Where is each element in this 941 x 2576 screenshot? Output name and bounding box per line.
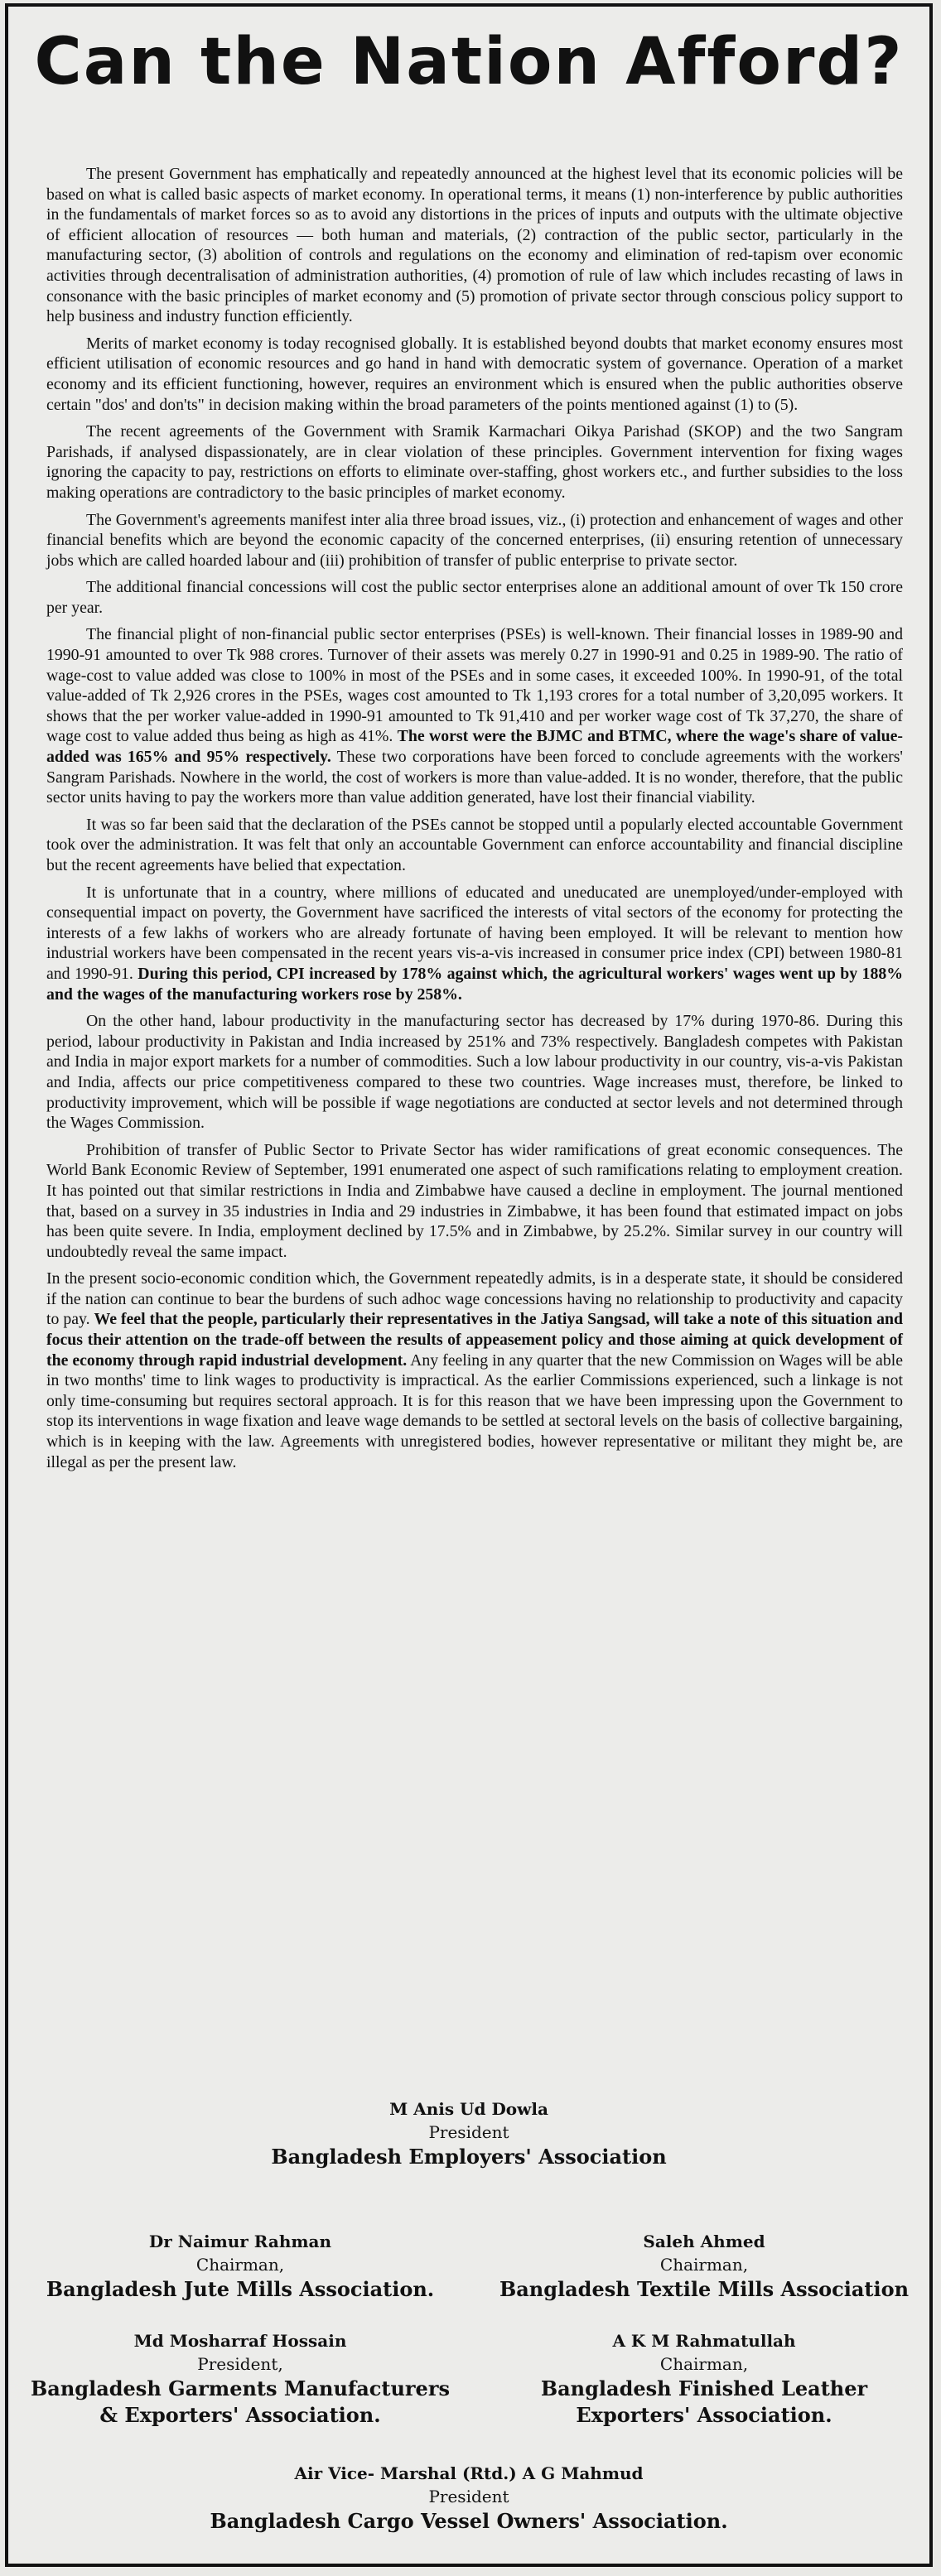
article-paragraph [46,510,903,571]
article-paragraph [46,1140,903,1263]
signatory-textile-mills [489,2230,919,2303]
signatory-name: Md Mosharraf Hossain [133,2331,347,2351]
signatory-name: Air Vice- Marshal (Rtd.) A G Mahmud [294,2463,644,2483]
page-title: Can the Nation Afford? [34,25,904,99]
article-paragraph [46,577,903,618]
signatories [8,2097,929,2561]
article-paragraph [46,421,903,503]
paragraph-text: Merits of market economy is today recognised globally. It is established beyond doubts that market economy ensures most efficient utilisation of economic resources and go hand in hand with democratic system of governance. Operation of a market economy and its efficient functioning, however, requires an environment which is ensured when the public authorities observe certain "dos' and don'ts" in decision making within the broad parameters of the points mentioned against (1) to (5). [46,334,903,414]
signatory-finished-leather [489,2329,919,2429]
bold-text: During this period, CPI increased by 178% against which, the agricultural workers' wages went up by 188% and the wages of the manufacturing workers rose by 258%. [46,964,904,1004]
paragraph-text: These two corporations have been forced to conclude agreements with the workers' Sangram Parishads. Nowhere in the world, the cost of workers is more than value-added. It is no wonder, therefore, that the public sector units having to pay the workers more than value addition generated, have lost their financial viability. [46,748,903,807]
signatory-organisation-line2: & Exporters' Association. [99,2403,381,2427]
signatory-organisation: Bangladesh Finished Leather [540,2376,868,2400]
article-paragraph [46,334,903,415]
signatory-cargo-vessel-owners [8,2462,929,2535]
paragraph-text: The financial plight of non-financial public sector enterprises (PSEs) is well-known. Their financial losses in 1989-90 and 1990-91 amounted to over Tk 988 crores. Turnover of their assets was merely 0.27 in 1990-91 and 0.25 in 1989-90. The ratio of wage-cost to value added was close to 100% in most of the PSEs and in some cases, it exceeded 100%. In 1990-91, of the total value-added of Tk 2,926 crores in the PSEs, wages cost amounted to Tk 1,193 crores for a total number of 3,20,095 workers. It shows that the per worker value-added in 1990-91 amounted to Tk 91,410 and per worker wage cost of Tk 37,270, the share of wage cost to value added thus being as high as 41%. [46,625,903,746]
signatory-role: President, [197,2354,283,2374]
paragraph-text: The Government's agreements manifest inter alia three broad issues, viz., (i) protection and enhancement of wages and other financial benefits which are beyond the economic capacity of the concerned enterprises, (ii) ensuring retention of unnecessary jobs which are called hoarded labour and (iii) prohibition of transfer of public enterprise to private sector. [46,510,903,570]
signatory-organisation-line2: Exporters' Association. [576,2403,832,2427]
paragraph-text: It was so far been said that the declaration of the PSEs cannot be stopped until a popularly elected accountable Government took over the administration. It was felt that only an accountable Government can enforce accountability and financial discipline but the recent agreements have belied that expectation. [46,815,903,874]
signatory-name: Dr Naimur Rahman [148,2232,332,2251]
paragraph-text: The additional financial concessions will cost the public sector enterprises alone an additional amount of over Tk 150 crore per year. [46,578,903,617]
advertisement-page [5,3,933,2567]
signatory-role: President [428,2487,509,2506]
paragraph-text: Prohibition of transfer of Public Sector to Private Sector has wider ramifications of great economic consequences. The World Bank Economic Review of September, 1991 enumerated one aspect of such ramifications relating to employment creation. It has pointed out that similar restrictions in India and Zimbabwe have caused a decline in employment. The journal mentioned that, based on a survey in 35 industries in India and 29 industries in Zimbabwe, it has been found that estimated impact on jobs has been quite severe. In India, employment declined by 17.5% and in Zimbabwe, by 25.2%. Similar survey in our country will undoubtedly reveal the same impact. [46,1140,903,1261]
signatory-name: A K M Rahmatullah [612,2331,796,2351]
article-paragraph [46,164,903,327]
signatory-organisation: Bangladesh Textile Mills Association [499,2277,910,2301]
paragraph-text: On the other hand, labour productivity in the manufacturing sector has decreased by 17% during 1970-86. During this period, labour productivity in Pakistan and India increased by 251% and 73% respectively. Bangladesh competes with Pakistan and India in major export markets for a number of commodities. Such a low labour productivity in our country, vis-a-vis Pakistan and India, affects our price competitiveness compared to these two countries. Wage increases must, therefore, be linked to productivity improvement, which will be possible if wage negotiations are conducted at sector levels and not determined through the Wages Commission. [46,1012,903,1133]
signatory-role: Chairman, [659,2255,749,2275]
signatory-role: Chairman, [195,2255,285,2275]
article-body [46,164,903,1479]
paragraph-text: Any feeling in any quarter that the new Commission on Wages will be able in two months' time to link wages to productivity is impractical. As the earlier Commissions experienced, such a linkage is not only time-consuming but requires sectoral approach. It is for this reason that we have been impressing upon the Government to stop its interventions in wage fixation and leave wage demands to be settled at sectoral levels on the basis of collective bargaining, which is in keeping with the law. Agreements with unregistered bodies, however representative or militant they might be, are illegal as per the present law. [46,1351,903,1471]
signatory-name: M Anis Ud Dowla [389,2099,548,2119]
signatory-role: Chairman, [659,2354,749,2374]
signatory-garments-manufacturers [25,2329,456,2429]
signatory-jute-mills [25,2230,456,2303]
paragraph-text: The recent agreements of the Government with Sramik Karmachari Oikya Parishad (SKOP) and the two Sangram Parishads, if analysed dispassionately, are in clear violation of these principles. Government intervention for fixing wages ignoring the capacity to pay, restrictions on efforts to eliminate over-staffing, ghost workers etc., and further subsidies to the loss making operations are contradictory to the basic principles of market economy. [46,422,903,502]
article-paragraph [46,883,903,1005]
paragraph-text: The present Government has emphatically and repeatedly announced at the highest level that its economic policies will be based on what is called basic aspects of market economy. In operational terms, it means (1) non-interference by public authorities in the fundamentals of market forces so as to avoid any distortions in the prices of inputs and outputs with the ultimate objective of efficient allocation of resources — both human and materials, (2) contraction of the public sector, particularly in the manufacturing sector, (3) abolition of controls and regulations on the economy and elimination of red-tapism over economic activities through decentralisation of administration authorities, (4) promotion of rule of law which includes recasting of laws in consonance with the basic principles of market economy and (5) promotion of private sector through conscious policy support to help business and industry function efficiently. [46,165,903,326]
signatory-organisation: Bangladesh Jute Mills Association. [46,2277,435,2301]
article-paragraph [46,1011,903,1134]
signatory-organisation: Bangladesh Employers' Association [271,2145,667,2169]
article-paragraph [46,624,903,807]
signatory-organisation: Bangladesh Cargo Vessel Owners' Association. [210,2509,728,2533]
paragraph-text: It is unfortunate that in a country, where millions of educated and uneducated are unemployed/under-employed with consequential impact on poverty, the Government have sacrificed the interests of vital sectors of the economy for protecting the interests of a few lakhs of workers who are already fortunate of having been employed. It will be relevant to mention how industrial workers have been compensated in the recent years vis-a-vis increased in consumer price index (CPI) between 1980-81 and 1990-91. [46,883,903,983]
article-paragraph [46,815,903,876]
signatory-name: Saleh Ahmed [643,2232,765,2251]
signatory-role: President [428,2122,509,2142]
bold-text: The worst were the BJMC and BTMC, where the wage's share of value-added was 165% and 95% respectively. [46,727,903,767]
signatory-employers-association [8,2097,929,2170]
paragraph-text: In the present socio-economic condition which, the Government repeatedly admits, is in a desperate state, it should be considered if the nation can continue to bear the burdens of such adhoc wage concessions having no relationship to productivity and capacity to pay. [46,1269,903,1329]
bold-text: We feel that the people, particularly their representatives in the Jatiya Sangsad, will take a note of this situation and focus their attention on the trade-off between the results of appeasement policy and those aiming at quick development of the economy through rapid industrial development. [46,1310,903,1370]
article-paragraph [46,1269,903,1472]
signatory-organisation: Bangladesh Garments Manufacturers [31,2376,450,2400]
